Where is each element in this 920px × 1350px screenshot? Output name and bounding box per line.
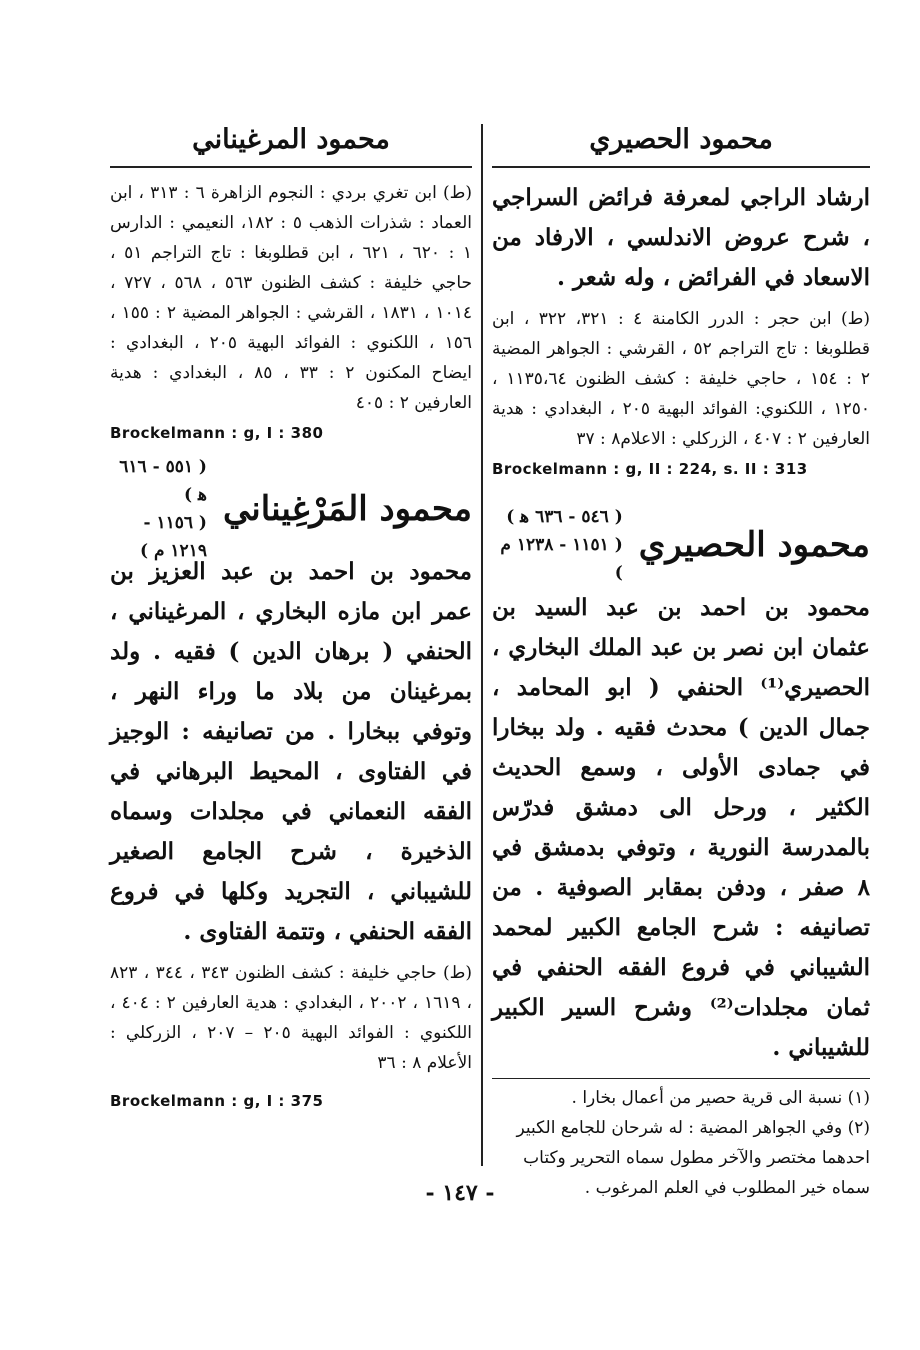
entry-name: محمود الحصيري <box>638 525 870 565</box>
running-head-right: محمود الحصيري <box>492 120 870 168</box>
dates-gregorian: ( ١١٥٦ - ١٢١٩ م ) <box>140 513 207 561</box>
brockelmann-ref: Brockelmann : g, II : 224, s. II : 313 <box>492 460 808 478</box>
entry-name: محمود المَرْغِيناني <box>222 489 472 529</box>
brockelmann-ref-2: Brockelmann : g, I : 375 <box>110 1092 324 1110</box>
entry-dates <box>110 453 207 565</box>
entry-heading <box>492 508 870 582</box>
footnote-2: (٢) وفي الجواهر المضية : له شرحان للجامع الكبير احدهما مختصر والآخر مطول سماه التحرير وكتاب سماه خير المطلوب في العلم المرغوب . <box>516 1118 870 1198</box>
column-divider <box>481 124 483 1166</box>
page-number: - ١٤٧ - <box>425 1180 495 1206</box>
entry-body: محمود بن احمد بن عبد العزيز بن عمر ابن مازه البخاري ، المرغيناني ، الحنفي ( برهان الدين ) فقيه . ولد بمرغينان من بلاد ما وراء النهر ، وتوفي ببخارا . من تصانيفه : الوجيز في الفتاوى ، المحيط البرهاني في الفقه النعماني في مجلدات وسماه الذخيرة ، شرح الجامع الصغير للشيباني ، التجريد وكلها في فروع الفقه الحنفي ، وتتمة الفتاوى . <box>110 558 472 945</box>
brockelmann-ref: Brockelmann : g, I : 380 <box>110 424 324 442</box>
references: (ط) ابن حجر : الدرر الكامنة ٤ : ٣٢١، ٣٢٢ ، ابن قطلوبغا : تاج التراجم ٥٢ ، القرشي : الجواهر المضية ٢ : ١٥٤ ، حاجي خليفة : كشف الظنون ١١٣٥،٦٤ ، ١٢٥٠ ، اللكنوي: الفوائد البهية ٢٠٥ ، البغدادي : هدية العارفين ٢ : ٤٠٧ ، الزركلي : الاعلام٨ : ٣٧ <box>492 309 871 449</box>
references: (ط) ابن تغري بردي : النجوم الزاهرة ٦ : ٣١٣ ، ابن العماد : شذرات الذهب ٥ : ١٨٢، النعيمي : الدارس ١ : ٦٢٠ ، ٦٢١ ، ابن قطلوبغا : تاج التراجم ٥١ ، حاجي خليفة : كشف الظنون ٥٦٣ ، ٥٦٨ ، ٧٢٧ ، ١٠١٤ ، ١٨٣١ ، القرشي : الجواهر المضية ٢ : ١٥٥ ، ١٥٦ ، اللكنوي : الفوائد البهية ٢٠٥ ، البغدادي : ايضاح المكنون ٢ : ٣٣ ، ٨٥ ، البغدادي : هدية العارفين ٢ : ٤٠٥ <box>110 183 473 413</box>
right-column <box>492 120 870 1203</box>
entry-heading <box>110 457 472 561</box>
dates-gregorian: ( ١١٥١ - ١٢٣٨ م ) <box>500 535 623 583</box>
running-head-left: محمود المرغيناني <box>110 120 472 168</box>
entry-body: محمود بن احمد بن عبد السيد بن عثمان ابن نصر بن عبد الملك البخاري ، الحصيري⁽¹⁾ الحنفي ( ابو المحامد ، جمال الدين ) محدث فقيه . ولد ببخارا في جمادى الأولى ، وسمع الحديث الكثير ، ورحل الى دمشق فدرّس بالمدرسة النورية ، وتوفي بدمشق في ٨ صفر ، ودفن بمقابر الصوفية . من تصانيفه : شرح الجامع الكبير لمحمد الشيباني في فروع الفقه الحنفي في ثمان مجلدات⁽²⁾ وشرح السير الكبير للشيباني . <box>492 594 870 1061</box>
footnote-1: (١) نسبة الى قرية حصير من أعمال بخارا . <box>571 1088 870 1108</box>
dates-hijri: ( ٥٥١ - ٦١٦ ﻫ ) <box>119 457 207 505</box>
entry-dates <box>492 503 623 587</box>
continued-text: ارشاد الراجي لمعرفة فرائض السراجي ، شرح عروض الاندلسي ، الارفاد من الاسعاد في الفرائض ، وله شعر . <box>492 184 870 291</box>
references-2: (ط) حاجي خليفة : كشف الظنون ٣٤٣ ، ٣٤٤ ، ٨٢٣ ، ١٦١٩ ، ٢٠٠٢ ، البغدادي : هدية العارفين ٢ : ٤٠٤ ، اللكنوي : الفوائد البهية ٢٠٥ – ٢٠٧ ، الزركلي : الأعلام ٨ : ٣٦ <box>110 963 472 1073</box>
dates-hijri: ( ٥٤٦ - ٦٣٦ ﻫ ) <box>506 507 623 527</box>
left-column <box>110 120 472 1114</box>
